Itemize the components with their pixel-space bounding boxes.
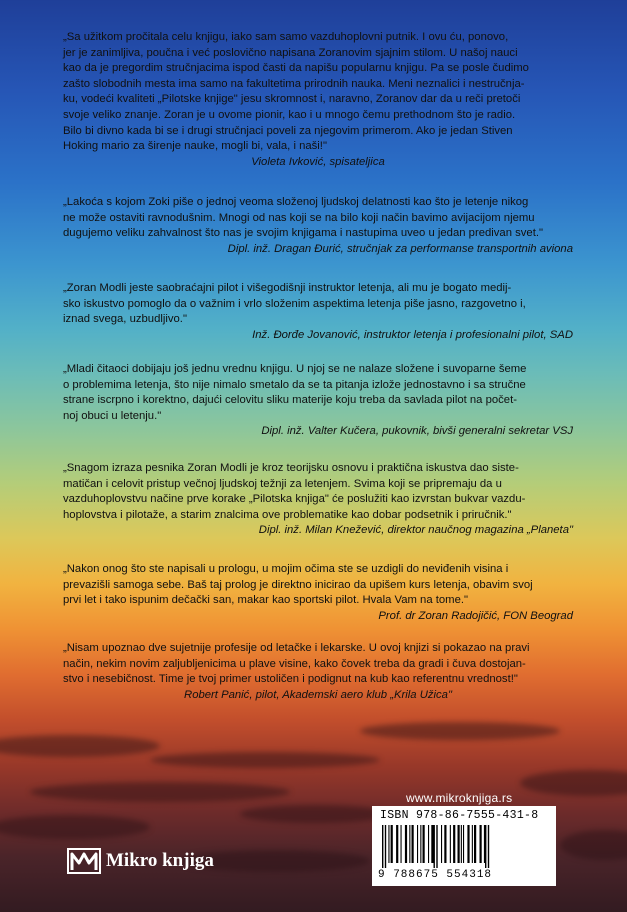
quote-line: kao da je pregordim stručnjacima ispod časti da napišu popularnu knjigu. Pa se posle čudimo: [63, 62, 529, 75]
barcode-bar: [391, 825, 393, 863]
barcode-guard-bar: [488, 825, 489, 868]
testimonial-quote: [63, 30, 573, 155]
barcode-bar: [474, 825, 476, 863]
barcode-bar: [423, 825, 425, 863]
barcode-bar: [409, 825, 410, 863]
testimonial-quote: [63, 281, 573, 328]
testimonial-author: Robert Panić, pilot, Akademski aero klub „Krila Užica": [184, 688, 452, 701]
testimonial-4: [63, 362, 573, 440]
publisher-name: Mikro knjiga: [106, 850, 214, 871]
isbn-label: ISBN 978-86-7555-431-8: [380, 809, 539, 822]
cloud: [520, 770, 627, 796]
testimonial-quote: [63, 562, 573, 609]
barcode-guard-bar: [434, 825, 435, 868]
quote-line: stvo i nesebičnost. Time je tvoj primer ustoličen i podignut na kub kao referentnu vrednost!": [63, 673, 518, 686]
isbn-barcode: [372, 806, 556, 886]
barcode-bar: [463, 825, 464, 863]
quote-line: dugujemo veliku zahvalnost što nas je svojim knjigama i nastupima uveo u jedan predivan svet.": [63, 227, 543, 240]
testimonial-1: [63, 30, 573, 170]
quote-line: hoplovstva i pilotaže, a starim znalcima ove problematike kao dobar podsetnik i priručnik.": [63, 508, 512, 521]
quote-line: „Zoran Modli jeste saobraćajni pilot i višegodišnji instruktor letenja, ali mu je bogato medij-: [63, 282, 512, 294]
cloud: [360, 722, 560, 740]
testimonial-6: [63, 562, 573, 624]
cloud: [0, 815, 150, 839]
quote-line: prvi let i tako ispunim dečački san, makar kao sportski pilot. Hvala Vam na tome.": [63, 594, 469, 607]
barcode-bar: [412, 825, 414, 863]
barcode-guard-bar: [436, 825, 437, 868]
quote-line: „Nisam upoznao dve sujetnije profesije od letačke i lekarske. U ovoj knjizi si pokazao na pravi: [63, 642, 530, 654]
quote-line: način, nekim novim zaljubljenicima u plave visine, kako čovek treba da gradi i čuva dostojan-: [63, 657, 526, 670]
barcode-bar: [388, 825, 389, 863]
testimonial-7: [63, 641, 573, 703]
barcode-bar: [484, 825, 485, 863]
quote-line: vazduhoplovstvu načine prve korake „Pilotska knjiga" će poslužiti kao izvrstan bukvar vazdu-: [63, 493, 526, 506]
quote-line: Bilo bi divno kada bi se i drugi stručnjaci poveli za njegovim primerom. Ako je jedan Stiven: [63, 124, 513, 137]
publisher-website[interactable]: www.mikroknjiga.rs: [406, 791, 513, 805]
quote-line: Hoking mario za širenje nauke, mogli bi, vala, i naši!": [63, 140, 327, 153]
testimonial-author: Dipl. inž. Valter Kučera, pukovnik, bivši generalni sekretar VSJ: [261, 425, 573, 438]
quote-line: „Nakon onog što ste napisali u prologu, u mojim očima ste se uzdigli do neviđenih visina i: [63, 563, 509, 575]
barcode-bar: [444, 825, 446, 863]
testimonial-3: [63, 281, 573, 343]
quote-line: noj obuci u letenju.": [63, 409, 162, 422]
cloud: [560, 830, 627, 860]
cloud: [0, 735, 160, 757]
quote-line: matičan i celovit pristup večnoj ljudskoj težnji za letenjem. Svima koji se pripremaju da u: [63, 477, 502, 490]
quote-line: prevazišli samoga sebe. Baš taj prolog je direktno inicirao da upišem kurs letenja, obavim svoj: [63, 578, 533, 591]
mikro-knjiga-logo-icon: [67, 846, 101, 876]
cloud: [30, 782, 290, 802]
quote-line: jer je zanimljiva, poučna i već poslovično napisana Zoranovim sjajnim stilom. U našoj nauci: [63, 46, 518, 59]
quote-line: „Snagom izraza pesnika Zoran Modli je kroz teorijsku osnovu i praktična iskustva dao siste-: [63, 462, 519, 474]
barcode-guard-bar: [485, 825, 486, 868]
quote-line: ku, vodeći kvaliteti „Pilotske knjige" jesu skromnost i, naravno, Zoranov dar da u reči pretoči: [63, 93, 521, 106]
testimonial-author: Inž. Đorđe Jovanović, instruktor letenja i profesionalni pilot, SAD: [252, 328, 573, 341]
barcode-bar: [405, 825, 407, 863]
quote-line: sko iskustvo pomoglo da o važnim i vrlo složenim aspektima letenja piše jasno, razgovetno i,: [63, 297, 526, 310]
barcode-bar: [461, 825, 462, 863]
testimonial-5: [63, 461, 573, 539]
barcode-bar: [431, 825, 433, 863]
testimonial-author: Dipl. inž. Milan Knežević, direktor naučnog magazina „Planeta": [258, 524, 573, 537]
barcode-bar: [450, 825, 451, 863]
quote-line: iznad svega, uzbudljivo.": [63, 313, 187, 326]
quote-line: strane iscrpno i korektno, dajući celovitu sliku materije koju treba da savlada pilot na počet-: [63, 394, 517, 407]
testimonial-quote: [63, 362, 573, 424]
testimonial-author: Dipl. inž. Dragan Đurić, stručnjak za performanse transportnih aviona: [227, 242, 573, 255]
quote-line: „Sa užitkom pročitala celu knjigu, iako sam samo vazduhoplovni putnik. I ovu ću, ponovo,: [63, 31, 509, 43]
quote-line: „Mladi čitaoci dobijaju još jednu vrednu knjigu. U njoj se ne nalaze složene i suvoparne šeme: [63, 363, 527, 375]
testimonial-quote: [63, 461, 573, 523]
publisher-logo: [67, 846, 214, 876]
quote-line: zašto slobodnih mesta ima samo na fakultetima prirodnih nauka. Meni neznalici i nestručnja-: [63, 77, 525, 90]
barcode-bar: [472, 825, 473, 863]
barcode-bar: [453, 825, 455, 863]
quote-line: o problemima letenja, što nije nimalo smetalo da se ta pitanja izlože jednostavno i sa stručne: [63, 378, 526, 391]
testimonial-quote: [63, 641, 573, 688]
barcode-guard-bar: [385, 825, 386, 868]
barcode-bar: [480, 825, 482, 863]
quote-line: „Lakoća s kojom Zoki piše o jednoj veoma složenoj ljudskoj delatnosti kao što je letenje nikog: [63, 196, 529, 208]
quote-line: svoje veliko znanje. Zoran je u ovome pionir, kao i u mnogo čemu prethodnom što je radio.: [63, 108, 516, 121]
barcode-bar: [420, 825, 421, 863]
quote-line: ne može ostaviti ravnodušnim. Mnogi od nas koji se na bilo koji način bavimo avijacijom njemu: [63, 211, 535, 224]
barcode-digits: 9 788675 554318: [378, 869, 493, 881]
barcode-bar: [401, 825, 402, 863]
testimonial-quote: [63, 195, 573, 242]
testimonial-author: Prof. dr Zoran Radojičić, FON Beograd: [378, 609, 573, 622]
testimonial-2: [63, 195, 573, 257]
barcode-bar: [441, 825, 442, 863]
barcode-bars: [380, 825, 548, 868]
testimonial-author: Violeta Ivković, spisateljica: [251, 155, 385, 168]
barcode-bar: [428, 825, 429, 863]
barcode-bar: [396, 825, 398, 863]
barcode-bar: [467, 825, 469, 863]
cloud: [150, 752, 380, 768]
barcode-bar: [458, 825, 460, 863]
cloud: [240, 805, 390, 823]
barcode-bar: [417, 825, 418, 863]
barcode-guard-bar: [382, 825, 383, 868]
